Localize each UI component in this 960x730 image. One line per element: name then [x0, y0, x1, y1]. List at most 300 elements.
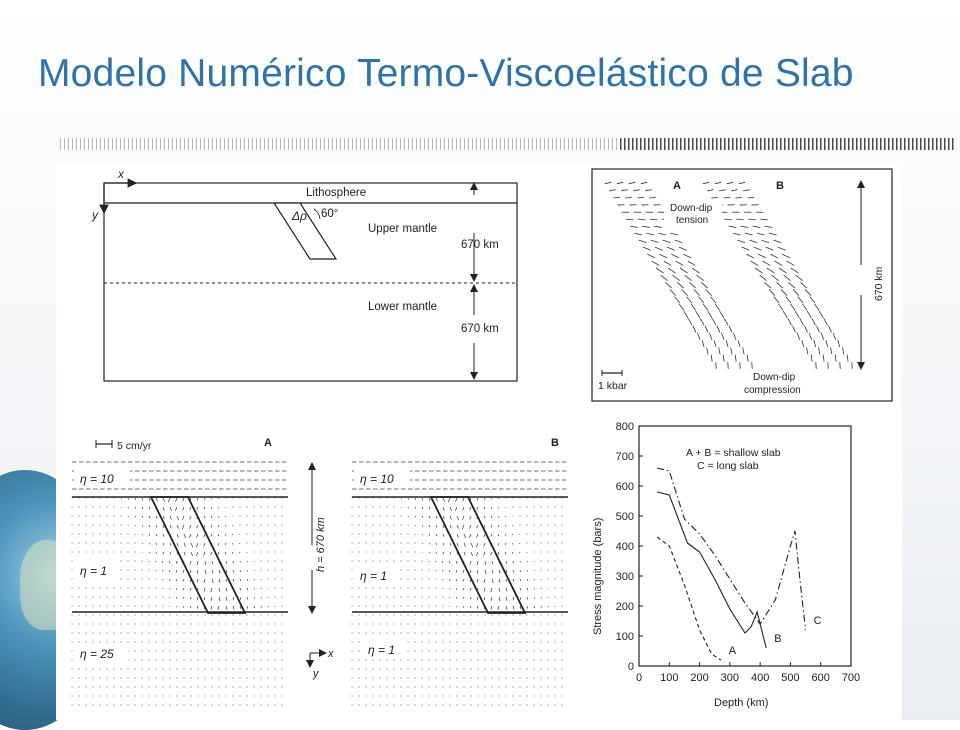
flow-dot — [463, 623, 464, 624]
flow-vector — [436, 552, 437, 554]
flow-dot — [176, 686, 177, 687]
stress-tick — [720, 311, 724, 318]
flow-dot — [512, 632, 513, 633]
flow-dot — [127, 605, 128, 606]
flow-dot — [379, 677, 380, 678]
stress-tick — [769, 233, 777, 235]
flow-dot — [155, 587, 156, 588]
flow-vector — [443, 543, 444, 545]
flow-dot — [141, 560, 142, 561]
flow-dot — [113, 605, 114, 606]
flow-dot — [239, 704, 240, 705]
flow-dot — [365, 551, 366, 552]
flow-vector — [484, 579, 485, 583]
flow-dot — [442, 596, 443, 597]
flow-dot — [92, 506, 93, 507]
flow-dot — [400, 524, 401, 525]
flow-dot — [162, 605, 163, 606]
flow-dot — [260, 650, 261, 651]
stress-tick — [735, 197, 742, 198]
stress-tick — [791, 268, 798, 273]
flow-vector — [156, 552, 157, 554]
flow-dot — [71, 614, 72, 615]
flow-dot — [148, 578, 149, 579]
stress-tick — [806, 347, 807, 354]
flow-vector — [506, 570, 507, 573]
flow-dot — [211, 650, 212, 651]
stress-tick — [729, 326, 732, 333]
flow-vector — [177, 525, 179, 529]
flow-vector — [204, 543, 205, 546]
flow-dot — [281, 704, 282, 705]
flow-vector — [491, 516, 492, 518]
flow-dot — [239, 506, 240, 507]
flow-dot — [400, 695, 401, 696]
flow-dot — [449, 686, 450, 687]
flow-dot — [134, 632, 135, 633]
stress-tick — [812, 318, 816, 325]
flow-dot — [456, 659, 457, 660]
flow-dot — [526, 533, 527, 534]
flow-dot — [253, 614, 254, 615]
stress-tick — [692, 268, 699, 273]
flow-dot — [218, 641, 219, 642]
flow-vector — [142, 525, 143, 527]
flow-vector — [450, 552, 451, 554]
flow-vector — [505, 525, 506, 526]
stress-tick — [835, 355, 836, 362]
flow-vector — [527, 588, 528, 590]
flow-dot — [484, 677, 485, 678]
delta-rho-label: Δρ — [291, 209, 307, 223]
flow-vector — [212, 579, 213, 583]
flow-vector — [240, 597, 241, 600]
stress-tick — [723, 197, 730, 198]
flow-vector — [499, 579, 500, 583]
flow-dot — [512, 704, 513, 705]
flow-dot — [169, 677, 170, 678]
flow-dot — [477, 623, 478, 624]
figure-panel — [56, 165, 902, 720]
flow-dot — [519, 650, 520, 651]
flow-dot — [246, 524, 247, 525]
flow-dot — [71, 695, 72, 696]
flow-dot — [442, 614, 443, 615]
flow-dot — [120, 695, 121, 696]
flow-dot — [211, 641, 212, 642]
flow-dot — [260, 533, 261, 534]
flow-dot — [512, 668, 513, 669]
flow-vector — [190, 588, 191, 591]
flow-dot — [127, 587, 128, 588]
flow-vector — [471, 552, 473, 556]
flow-dot — [554, 695, 555, 696]
h-label: h = 670 km — [315, 517, 327, 572]
flow-dot — [512, 614, 513, 615]
flow-dot — [421, 623, 422, 624]
flow-dot — [253, 515, 254, 516]
flow-vector — [455, 507, 457, 511]
flow-dot — [232, 668, 233, 669]
flow-dot — [281, 668, 282, 669]
flow-dot — [204, 677, 205, 678]
flow-dot — [204, 632, 205, 633]
flow-vector — [142, 534, 143, 535]
flow-dot — [169, 686, 170, 687]
flow-dot — [92, 686, 93, 687]
flow-dot — [183, 614, 184, 615]
flow-dot — [274, 668, 275, 669]
flow-vector — [443, 534, 444, 537]
flow-dot — [120, 614, 121, 615]
stress-tick — [605, 182, 611, 184]
chart-x-tick-label: 0 — [636, 672, 642, 684]
flow-dot — [351, 614, 352, 615]
flow-dot — [190, 641, 191, 642]
flow-dot — [85, 542, 86, 543]
flow-vector — [513, 561, 514, 563]
flow-vector — [239, 552, 240, 553]
flow-dot — [246, 515, 247, 516]
stress-tick — [691, 304, 696, 311]
flow-vector — [163, 498, 165, 502]
flow-dot — [204, 614, 205, 615]
flow-vector — [519, 552, 520, 553]
flow-dot — [435, 650, 436, 651]
flow-dot — [519, 686, 520, 687]
flow-dot — [547, 668, 548, 669]
flow-dot — [281, 641, 282, 642]
stress-tick — [729, 226, 737, 227]
tension-label-line2: tension — [676, 215, 708, 226]
flow-dot — [526, 623, 527, 624]
flow-dot — [148, 650, 149, 651]
flow-dot — [183, 641, 184, 642]
flow-vector — [429, 543, 430, 544]
flow-dot — [99, 623, 100, 624]
flow-vector — [190, 507, 191, 510]
flow-dot — [246, 704, 247, 705]
flow-dot — [134, 668, 135, 669]
chart-y-tick-label: 600 — [616, 481, 634, 493]
model-y-label: y — [91, 208, 99, 222]
flow-dot — [491, 623, 492, 624]
flow-dot — [533, 542, 534, 543]
flow-dot — [267, 560, 268, 561]
flow-dot — [358, 668, 359, 669]
flow-dot — [358, 533, 359, 534]
flow-dot — [120, 704, 121, 705]
flow-vector — [450, 507, 452, 511]
flow-dot — [519, 677, 520, 678]
flow-dot — [414, 695, 415, 696]
stress-tick — [838, 340, 840, 347]
flow-dot — [456, 677, 457, 678]
flow-dot — [239, 650, 240, 651]
flow-vector — [436, 516, 437, 519]
flow-vector — [149, 534, 150, 536]
stress-tick — [706, 289, 712, 295]
flow-dot — [267, 524, 268, 525]
flow-dot — [141, 668, 142, 669]
flow-dot — [421, 659, 422, 660]
flow-dot — [253, 524, 254, 525]
flow-dot — [407, 560, 408, 561]
flow-dot — [176, 677, 177, 678]
flow-dot — [71, 650, 72, 651]
flow-dot — [393, 623, 394, 624]
flow-dot — [533, 623, 534, 624]
flow-dot — [554, 686, 555, 687]
flow-dot — [477, 704, 478, 705]
flow-dot — [519, 506, 520, 507]
flow-dot — [148, 677, 149, 678]
flow-dot — [197, 704, 198, 705]
flow-dot — [435, 605, 436, 606]
flow-dot — [561, 614, 562, 615]
chart-y-tick-label: 0 — [628, 661, 634, 673]
flow-dot — [134, 614, 135, 615]
flow-dot — [358, 560, 359, 561]
flow-dot — [162, 632, 163, 633]
flow-dot — [428, 686, 429, 687]
flow-dot — [197, 668, 198, 669]
flow-dot — [120, 569, 121, 570]
flow-dot — [148, 659, 149, 660]
flow-vector — [520, 606, 521, 609]
stress-tick — [670, 233, 678, 235]
flow-dot — [519, 668, 520, 669]
flow-dot — [435, 695, 436, 696]
flow-vector — [226, 597, 227, 601]
flow-dot — [211, 632, 212, 633]
flow-vector — [149, 516, 150, 518]
flow-dot — [232, 659, 233, 660]
depth-lower-label: 670 km — [461, 323, 499, 335]
flow-dot — [386, 614, 387, 615]
flow-dot — [267, 578, 268, 579]
flow-dot — [540, 632, 541, 633]
stress-tick — [847, 355, 848, 362]
flow-vector — [456, 570, 457, 572]
flow-dot — [414, 605, 415, 606]
flow-vector — [254, 597, 255, 599]
flow-vector — [443, 552, 444, 554]
flow-dot — [386, 551, 387, 552]
flow-vector — [156, 516, 157, 519]
flow-dot — [281, 677, 282, 678]
flow-vector — [512, 552, 513, 554]
stress-tick — [739, 182, 745, 184]
flow-dot — [470, 650, 471, 651]
flow-vector — [233, 597, 234, 600]
flow-vector — [204, 597, 205, 600]
flow-dot — [358, 695, 359, 696]
flow-vector — [225, 534, 226, 536]
flow-dot — [554, 524, 555, 525]
flow-dot — [456, 650, 457, 651]
flow-dot — [561, 506, 562, 507]
compression-label-line2: compression — [744, 385, 801, 396]
flow-dot — [183, 677, 184, 678]
flow-dot — [554, 533, 555, 534]
flow-vector — [225, 543, 226, 545]
stress-tick — [814, 304, 819, 311]
flow-vector — [233, 561, 234, 563]
flow-dot — [386, 668, 387, 669]
flow-dot — [183, 668, 184, 669]
flow-dot — [162, 650, 163, 651]
flow-dot — [442, 668, 443, 669]
flow-vector — [135, 516, 136, 517]
flow-dot — [281, 659, 282, 660]
flow-vector — [415, 498, 416, 500]
flow-vector — [204, 534, 205, 537]
flow-vector — [534, 597, 535, 599]
flow-dot — [211, 659, 212, 660]
flow-vector — [498, 534, 499, 536]
flow-dot — [561, 632, 562, 633]
stress-tick — [797, 333, 800, 340]
flow-dot — [435, 668, 436, 669]
flow-dot — [533, 524, 534, 525]
flow-dot — [113, 686, 114, 687]
flow-dot — [204, 623, 205, 624]
flow-dot — [442, 677, 443, 678]
flow-dot — [71, 560, 72, 561]
stress-chart — [584, 413, 894, 709]
flow-dot — [127, 668, 128, 669]
flow-dot — [176, 614, 177, 615]
flow-dot — [141, 704, 142, 705]
flow-dot — [526, 542, 527, 543]
flow-vector — [456, 561, 457, 564]
flow-dot — [253, 551, 254, 552]
flow-vector — [505, 543, 506, 545]
flow-dot — [113, 668, 114, 669]
flow-dot — [540, 569, 541, 570]
flow-dot — [526, 704, 527, 705]
stress-tick — [747, 355, 748, 362]
flow-dot — [547, 542, 548, 543]
flow-dot — [540, 695, 541, 696]
stress-tick — [805, 289, 811, 295]
flow-dot — [442, 641, 443, 642]
stress-tick — [757, 233, 765, 235]
flow-vector — [211, 588, 212, 592]
flow-dot — [162, 695, 163, 696]
flow-dot — [267, 650, 268, 651]
flow-vector — [212, 570, 213, 574]
flow-dot — [435, 596, 436, 597]
flow-dot — [428, 668, 429, 669]
flow-vector — [197, 570, 198, 574]
flow-vector — [513, 606, 514, 609]
flow-label-a: A — [264, 437, 272, 449]
flow-dot — [407, 659, 408, 660]
flow-vector — [422, 534, 423, 535]
flow-vector — [170, 525, 171, 528]
stress-tick — [784, 275, 791, 280]
flow-vector — [218, 552, 219, 555]
flow-vector — [218, 507, 219, 508]
stress-tick — [625, 197, 632, 198]
stress-tick — [783, 311, 787, 318]
flow-dot — [554, 704, 555, 705]
flow-dot — [274, 596, 275, 597]
flow-vector — [218, 516, 219, 518]
flow-dot — [365, 515, 366, 516]
flow-dot — [421, 641, 422, 642]
flow-vector — [491, 534, 492, 537]
flow-dot — [365, 677, 366, 678]
flow-dot — [407, 587, 408, 588]
flow-dot — [449, 704, 450, 705]
flow-vector — [485, 561, 486, 565]
stress-tick — [679, 247, 687, 250]
flow-field-b — [351, 462, 568, 706]
flow-dot — [211, 704, 212, 705]
flow-dot — [211, 623, 212, 624]
flow-dot — [421, 695, 422, 696]
flow-dot — [372, 668, 373, 669]
angle-arc — [314, 209, 320, 219]
flow-vector — [176, 561, 177, 564]
flow-dot — [540, 614, 541, 615]
stress-tick — [641, 182, 647, 184]
flow-dot — [435, 641, 436, 642]
stress-tick — [646, 233, 654, 235]
stress-tick — [760, 275, 767, 280]
flow-dot — [267, 695, 268, 696]
flow-dot — [204, 704, 205, 705]
chart-x-tick-label: 700 — [842, 672, 860, 684]
flow-dot — [372, 560, 373, 561]
flow-dot — [526, 695, 527, 696]
flow-vector — [484, 543, 485, 546]
flow-dot — [547, 551, 548, 552]
flow-dot — [561, 587, 562, 588]
flow-dot — [547, 650, 548, 651]
flow-dot — [358, 686, 359, 687]
stress-tick — [823, 355, 824, 362]
flow-dot — [92, 641, 93, 642]
flow-dot — [526, 614, 527, 615]
stress-tick — [766, 247, 774, 250]
flow-dot — [554, 560, 555, 561]
flow-dot — [540, 641, 541, 642]
flow-dot — [106, 668, 107, 669]
flow-dot — [197, 632, 198, 633]
flow-dot — [162, 704, 163, 705]
eta-bot-a: η = 25 — [80, 647, 114, 661]
flow-dot — [554, 650, 555, 651]
flow-dot — [169, 668, 170, 669]
flow-dot — [449, 632, 450, 633]
flow-vector — [436, 498, 437, 501]
flow-vector — [204, 579, 205, 583]
flow-dot — [561, 596, 562, 597]
flow-dot — [379, 533, 380, 534]
flow-vector — [176, 570, 177, 572]
flow-dot — [127, 551, 128, 552]
flow-vector — [170, 543, 171, 546]
flow-dot — [512, 677, 513, 678]
divider-stripe-dark — [620, 138, 955, 150]
flow-dot — [372, 677, 373, 678]
flow-dot — [421, 704, 422, 705]
flow-dot — [372, 524, 373, 525]
